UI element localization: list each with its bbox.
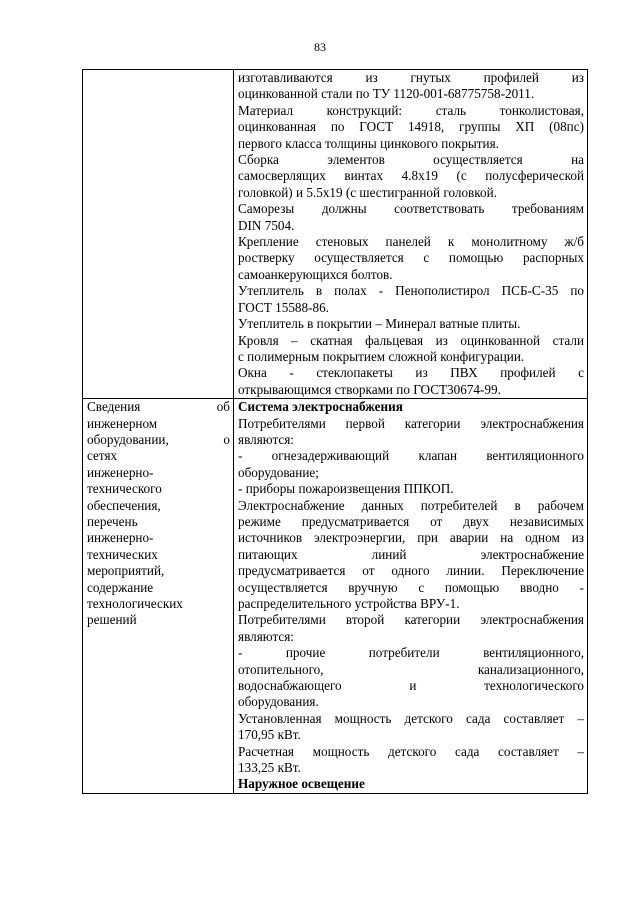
paragraph bbox=[238, 645, 584, 711]
text-line: 133,25 кВт. bbox=[238, 760, 301, 776]
text-line: режиме предусматривается от двух независимых bbox=[238, 513, 584, 529]
label-line: решений bbox=[87, 612, 137, 628]
text-line: изготавливаются из гнутых профилей из bbox=[238, 70, 584, 85]
page-number: 83 bbox=[314, 40, 326, 54]
text-line: самоанкерующихся болтов. bbox=[238, 266, 393, 282]
text-line: ростверку осуществляется с помощью распорных bbox=[238, 250, 584, 266]
row1-left-cell bbox=[83, 70, 234, 399]
text-line: Саморезы должны соответствовать требованиям bbox=[238, 201, 584, 217]
paragraph bbox=[238, 234, 584, 283]
table-row-construction bbox=[83, 70, 588, 399]
paragraph bbox=[238, 448, 584, 481]
row2-left-cell bbox=[83, 399, 234, 794]
label-line: инженерном bbox=[87, 415, 158, 431]
label-line: технического bbox=[87, 481, 162, 497]
section-heading-power-supply: Система электроснабжения bbox=[238, 399, 403, 415]
text-line: оцинкованной стали по ТУ 1120-001-68775758-2011. bbox=[238, 86, 535, 102]
text-line: Сборка элементов осуществляется на bbox=[238, 152, 584, 168]
paragraph bbox=[238, 612, 584, 645]
text-line: Материал конструкций: сталь тонколистовая, bbox=[238, 102, 584, 118]
row1-right-cell bbox=[234, 70, 588, 399]
text-line: самосверлящих винтах 4.8х19 (с полусферической bbox=[238, 168, 584, 184]
paragraph bbox=[238, 498, 584, 613]
row2-paragraphs bbox=[238, 416, 584, 777]
label-line: сетях bbox=[87, 448, 118, 464]
text-line: 170,95 кВт. bbox=[238, 727, 301, 743]
paragraph bbox=[238, 70, 584, 103]
text-line: отопительного, канализационного, bbox=[238, 661, 584, 677]
paragraph bbox=[238, 201, 584, 234]
section-heading-outdoor-lighting: Наружное освещение bbox=[238, 776, 365, 792]
label-line: технических bbox=[87, 546, 158, 562]
text-line: ГОСТ 15588-86. bbox=[238, 299, 329, 315]
text-line: водоснабжающего и технологического bbox=[238, 678, 584, 694]
text-line: Кровля – скатная фальцевая из оцинкованной стали bbox=[238, 332, 584, 348]
label-line: инженерно- bbox=[87, 530, 154, 546]
label-line: перечень bbox=[87, 513, 138, 529]
text-line: оборудование; bbox=[238, 464, 319, 480]
paragraph bbox=[238, 333, 584, 366]
text-line: источников электроэнергии, при аварии на одном из bbox=[238, 530, 584, 546]
text-line: Потребителями второй категории электроснабжения bbox=[238, 612, 584, 628]
label-line: содержание bbox=[87, 579, 154, 595]
text-line: Крепление стеновых панелей к монолитному ж/б bbox=[238, 234, 584, 250]
paragraph bbox=[238, 365, 584, 398]
text-line: являются: bbox=[238, 628, 294, 644]
text-line: открывающимся створками по ГОСТ30674-99. bbox=[238, 381, 501, 397]
table-row-engineering bbox=[83, 399, 588, 794]
label-line: технологических bbox=[87, 596, 183, 611]
document-table bbox=[82, 69, 588, 794]
text-line: Установленная мощность детского сада составляет – bbox=[238, 710, 584, 726]
text-line: DIN 7504. bbox=[238, 217, 295, 233]
row2-label bbox=[87, 399, 230, 629]
paragraph bbox=[238, 416, 584, 449]
label-line: инженерно- bbox=[87, 464, 154, 480]
text-line: предусматривается от одного линии. Переключение bbox=[238, 563, 584, 579]
text-line: распределительного устройства ВРУ-1. bbox=[238, 596, 460, 611]
text-line: Окна - стеклопакеты из ПВХ профилей с bbox=[238, 365, 584, 381]
text-line: оборудования. bbox=[238, 694, 319, 710]
text-line: оцинкованная по ГОСТ 14918, группы ХП (08пс) bbox=[238, 119, 584, 135]
paragraph bbox=[238, 711, 584, 744]
label-line: оборудовании, о bbox=[87, 431, 230, 447]
text-line: - огнезадерживающий клапан вентиляционного bbox=[238, 448, 584, 464]
paragraph bbox=[238, 481, 584, 497]
label-line: обеспечения, bbox=[87, 497, 161, 513]
label-line: Сведения об bbox=[87, 399, 230, 415]
text-line: Потребителями первой категории электроснабжения bbox=[238, 415, 584, 431]
text-line: - приборы пожароизвещения ППКОП. bbox=[238, 481, 454, 497]
text-line: Утеплитель в полах - Пенополистирол ПСБ-С-35 по bbox=[238, 283, 584, 299]
text-line: первого класса толщины цинкового покрытия. bbox=[238, 135, 499, 151]
text-line: - прочие потребители вентиляционного, bbox=[238, 645, 584, 661]
text-line: являются: bbox=[238, 431, 294, 447]
text-line: с полимерным покрытием сложной конфигурации. bbox=[238, 348, 525, 364]
paragraph bbox=[238, 316, 584, 332]
text-line: головкой) и 5.5х19 (с шестигранной головкой. bbox=[238, 184, 497, 200]
paragraph bbox=[238, 152, 584, 201]
text-line: осуществляется вручную с помощью вводно - bbox=[238, 579, 584, 595]
text-line: питающих линий электроснабжение bbox=[238, 546, 584, 562]
text-line: Расчетная мощность детского сада составляет – bbox=[238, 743, 584, 759]
text-line: Утеплитель в покрытии – Минерал ватные плиты. bbox=[238, 316, 521, 332]
paragraph bbox=[238, 744, 584, 777]
paragraph bbox=[238, 283, 584, 316]
row2-right-cell bbox=[234, 399, 588, 794]
label-line: мероприятий, bbox=[87, 563, 165, 579]
text-line: Электроснабжение данных потребителей в рабочем bbox=[238, 497, 584, 513]
row1-paragraphs bbox=[238, 70, 584, 398]
paragraph bbox=[238, 103, 584, 152]
